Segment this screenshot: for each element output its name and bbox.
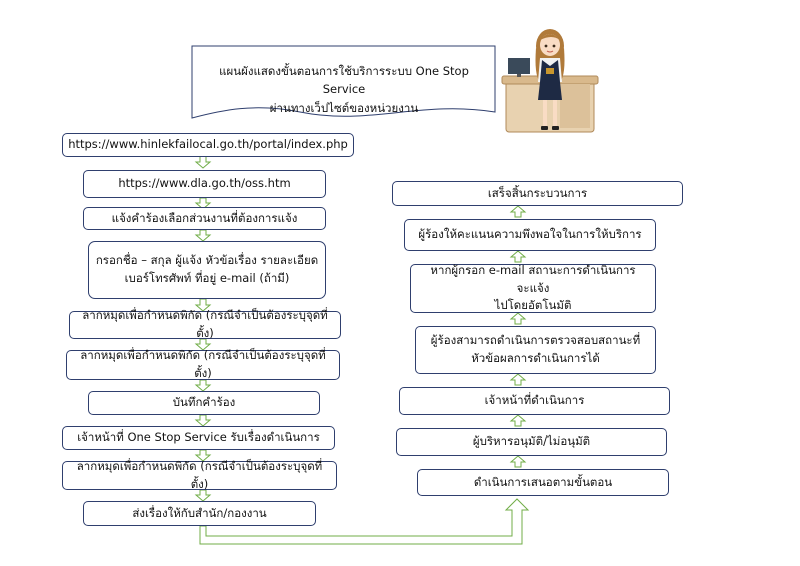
arrow-up — [511, 206, 525, 217]
arrow-up — [511, 374, 525, 385]
step-fill-details: กรอกชื่อ – สกุล ผู้แจ้ง หัวข้อเรื่อง รายละเอียด เบอร์โทรศัพท์ ที่อยู่ e-mail (ถ้ามี) — [88, 241, 326, 299]
step-portal-url[interactable]: https://www.hinlekfailocal.go.th/portal/index.php — [62, 133, 354, 157]
step-propose-process: ดำเนินการเสนอตามขั้นตอน — [417, 469, 669, 496]
title-line-1: แผนผังแสดงขั้นตอนการใช้บริการระบบ One Stop Service — [219, 64, 469, 97]
step-email-notify: หากผู้กรอก e-mail สถานะการดำเนินการจะแจ้ง ไปโดยอัตโนมัติ — [410, 264, 656, 313]
step-oss-officer: เจ้าหน้าที่ One Stop Service รับเรื่องดำเนินการ — [62, 426, 335, 450]
step-save-request: บันทึกคำร้อง — [88, 391, 320, 415]
arrow-up — [511, 251, 525, 262]
arrow-up — [511, 415, 525, 426]
step-dla-url[interactable]: https://www.dla.go.th/oss.htm — [83, 170, 326, 198]
arrow-down — [196, 230, 210, 241]
title-line-2: ผ่านทางเว็ปไซต์ของหน่วยงาน — [269, 100, 419, 115]
step-satisfaction-rating: ผู้ร้องให้คะแนนความพึงพอใจในการให้บริการ — [404, 219, 656, 251]
step-select-department: แจ้งคำร้องเลือกส่วนงานที่ต้องการแจ้ง — [83, 207, 326, 230]
step-officer-action: เจ้าหน้าที่ดำเนินการ — [399, 387, 670, 415]
arrow-down — [196, 156, 210, 168]
step-forward-department: ส่งเรื่องให้กับสำนัก/กองงาน — [83, 501, 316, 526]
step-pin-location-1: ลากหมุดเพื่อกำหนดพิกัด (กรณีจำเป็นต้องระบุจุดที่ตั้ง) — [69, 311, 341, 339]
arrow-down — [196, 415, 210, 426]
step-process-complete: เสร็จสิ้นกระบวนการ — [392, 181, 683, 206]
step-executive-approval: ผู้บริหารอนุมัติ/ไม่อนุมัติ — [396, 428, 667, 456]
step-pin-location-2: ลากหมุดเพื่อกำหนดพิกัด (กรณีจำเป็นต้องระบุจุดที่ตั้ง) — [66, 350, 340, 380]
arrow-up — [511, 456, 525, 467]
step-pin-location-3: ลากหมุดเพื่อกำหนดพิกัด (กรณีจำเป็นต้องระบุจุดที่ตั้ง) — [62, 461, 337, 490]
step-check-status: ผู้ร้องสามารถดำเนินการตรวจสอบสถานะที่ หัวข้อผลการดำเนินการได้ — [415, 326, 656, 374]
